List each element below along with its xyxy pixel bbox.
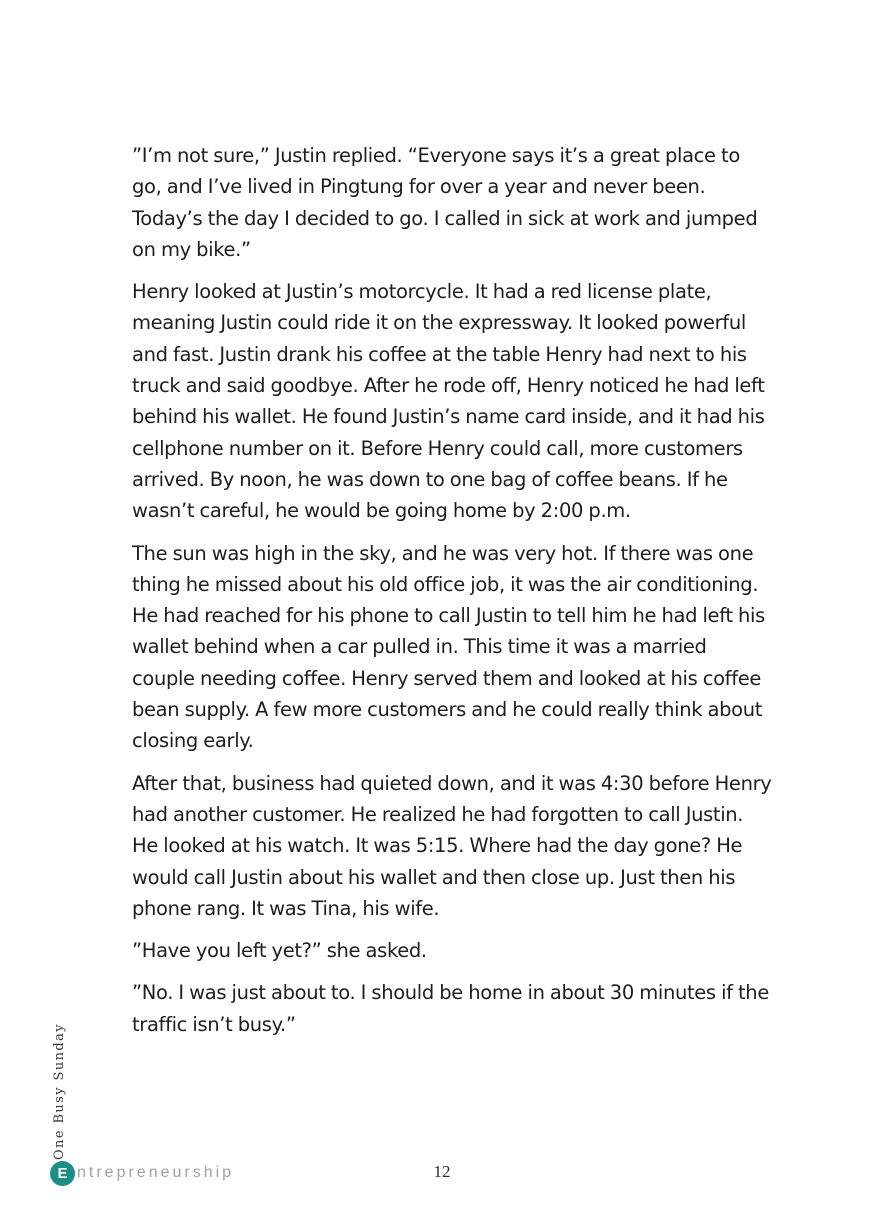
story-text (132, 140, 772, 1051)
paragraph-1: ”I’m not sure,” Justin replied. “Everyone says it’s a great place to go, and I’ve lived in Pingtung for over a year and never been. Today’s the day I decided to go. I called in sick at work and jumped on my bike.” (132, 144, 758, 261)
brand-name-text: ntrepreneurship (77, 1164, 235, 1181)
running-title: One Busy Sunday (52, 1023, 67, 1160)
series-brand (50, 1160, 234, 1186)
paragraph-2: Henry looked at Justin’s motorcycle. It had a red license plate, meaning Justin could ride it on the expressway. It looked powerful and fast. Justin drank his coffee at the table Henry had next to his truck and said goodbye. After he rode off, Henry noticed he had left behind his wallet. He found Justin’s name card inside, and it had his cellphone number on it. Before Henry could call, more customers arrived. By noon, he was down to one bag of coffee beans. If he wasn’t careful, he would be going home by 2:00 p.m. (132, 280, 765, 523)
paragraph-6: ”No. I was just about to. I should be home in about 30 minutes if the traffic isn’t busy.” (132, 981, 769, 1036)
brand-initial-badge: E (50, 1161, 75, 1186)
paragraph-5: ”Have you left yet?” she asked. (132, 939, 427, 963)
paragraph-3: The sun was high in the sky, and he was very hot. If there was one thing he missed about his old office job, it was the air conditioning. He had reached for his phone to call Justin to tell him he had left his wallet behind when a car pulled in. This time it was a married couple needing coffee. Henry served them and looked at his coffee bean supply. A few more customers and he could really think about closing early. (132, 541, 765, 753)
page-number: 12 (433, 1162, 451, 1181)
paragraph-4: After that, business had quieted down, and it was 4:30 before Henry had another customer. He realized he had forgotten to call Justin. He looked at his watch. It was 5:15. Where had the day gone? He would call Justin about his wallet and then close up. Just then his phone rang. It was Tina, his wife. (132, 771, 772, 920)
